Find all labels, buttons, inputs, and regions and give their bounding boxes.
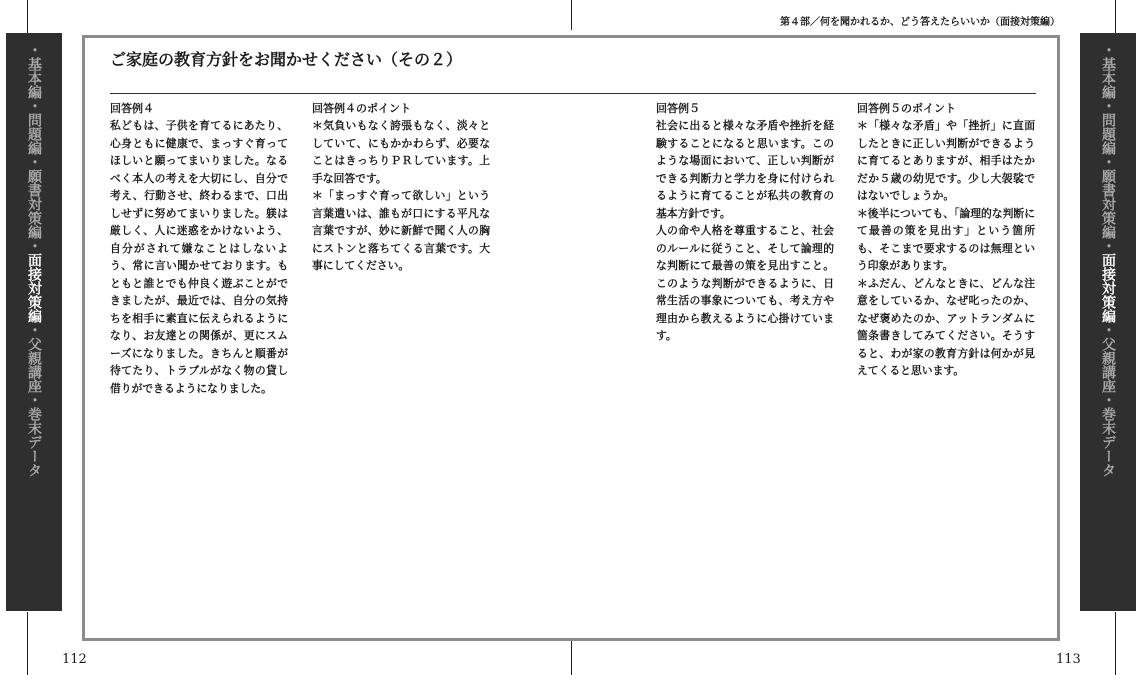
index-label: ・基本編・問題編・願書対策編・	[26, 43, 42, 253]
column-heading: 回答例４のポイント	[312, 102, 411, 115]
answer-example-4-points	[312, 102, 490, 275]
column-text: ＊「まっすぐ育って欲しい」という言葉遣いは、誰もが口にする平凡な言葉ですが、妙に新鮮で聞く人の胸にストンと落ちてくる言葉です。大事にしてください。	[312, 189, 490, 272]
title-rule	[110, 93, 1036, 94]
page-edge-left-bottom	[27, 612, 28, 675]
page-edge-right-bottom	[1115, 612, 1116, 675]
index-current-section: 面接対策編	[26, 253, 42, 323]
answer-example-5-points	[857, 102, 1035, 380]
column-text: 私どもは、子供を育てるにあたり、心身ともに健康で、まっすぐ育ってほしいと願ってまいりました。なるべく本人の考えを大切にし、自分で考え、行動させ、終わるまで、口出しせずに努めてまいりました。躾は厳しく、人に迷惑をかけないよう、自分がされて嫌なことはしないよう、常に言い聞かせております。もともと誰とでも仲良く遊ぶことができましたが、最近では、自分の気持ちを相手に素直に伝えられるようになり、お友達との関係が、更にスムーズになりました。きちんと順番が待てたり、トラブルがなく物の貸し借りができるようになりました。	[110, 119, 288, 395]
gutter-line-top	[571, 0, 572, 30]
section-index-tab-left	[6, 33, 62, 611]
column-text: ＊気負いもなく誇張もなく、淡々としていて、にもかかわらず、必要なことはきっちりＰＲしています。上手な回答です。	[312, 119, 490, 185]
page-number-left: 112	[62, 652, 87, 667]
column-heading: 回答例５	[656, 102, 700, 115]
column-text: 社会に出ると様々な矛盾や挫折を経験することになると思います。このような場面において、正しい判断ができる判断力と学力を身に付けられるように育てることが私共の教育の基本方針です。	[656, 119, 834, 220]
page-title: ご家庭の教育方針をお聞かせください（その２）	[110, 50, 463, 69]
running-head: 第４部／何を聞かれるか、どう答えたらいいか（面接対策編）	[780, 17, 1060, 28]
column-heading: 回答例５のポイント	[857, 102, 956, 115]
answer-example-5	[656, 102, 834, 345]
index-current-section: 面接対策編	[1100, 253, 1116, 323]
section-index-tab-right	[1080, 33, 1136, 611]
page-number-right: 113	[1056, 652, 1081, 667]
index-label: ・父親講座・巻末データ	[26, 323, 42, 477]
column-text: ＊「様々な矛盾」や「挫折」に直面したときに正しい判断ができるように育てるとありますが、相手はたかだか５歳の幼児です。少し大袈裟ではないでしょうか。	[857, 119, 1035, 202]
answer-example-4	[110, 102, 288, 397]
index-label: ・父親講座・巻末データ	[1100, 323, 1116, 477]
column-heading: 回答例４	[110, 102, 154, 115]
column-text: ＊後半についても、「論理的な判断にて最善の策を見出す」という箇所も、そこまで要求するのは無理という印象があります。	[857, 206, 1035, 272]
column-text: 人の命や人格を尊重すること、社会のルールに従うこと、そして論理的な判断にて最善の策を見出すこと。このような判断ができるように、日常生活の事象についても、考え方や理由から教えるように心掛けています。	[656, 224, 834, 342]
index-label: ・基本編・問題編・願書対策編・	[1100, 43, 1116, 253]
column-text: ＊ふだん、どんなときに、どんな注意をしているか、なぜ叱ったのか、なぜ褒めたのか、アットランダムに箇条書きしてみてください。そうすると、わが家の教育方針は何かが見えてくると思います。	[857, 276, 1035, 377]
gutter-line-bottom	[571, 641, 572, 675]
